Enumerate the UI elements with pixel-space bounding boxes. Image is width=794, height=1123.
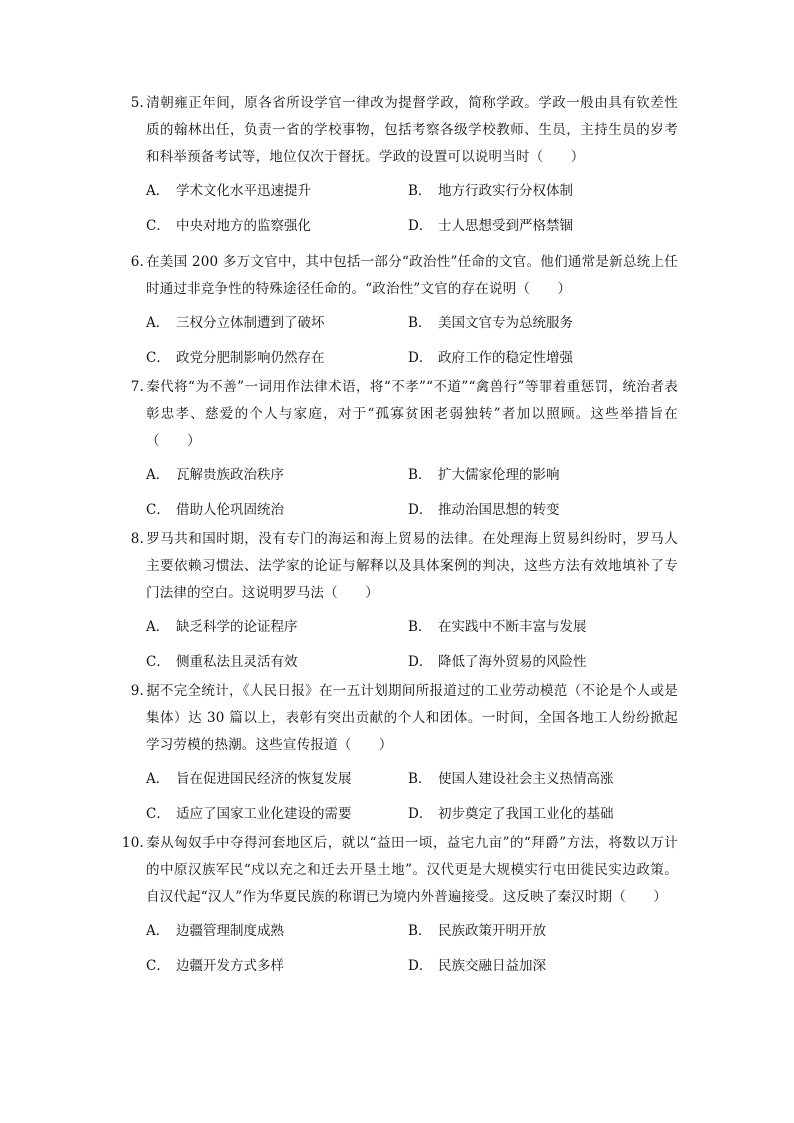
option-d[interactable] [408,213,670,240]
question-stem [118,374,678,455]
option-letter: A． [146,315,170,331]
option-text: 民族政策开明开放 [438,923,546,939]
option-text: 扩大儒家伦理的影响 [438,467,560,483]
option-letter: D． [408,350,433,366]
option-letter: A． [146,771,170,787]
option-c[interactable] [146,649,408,676]
option-text: 政党分肥制影响仍然存在 [176,350,325,366]
options-group [118,178,678,240]
option-a[interactable] [146,766,408,793]
options-group [118,310,678,372]
option-letter: C． [146,654,170,670]
option-letter: B． [408,923,432,939]
option-letter: D． [408,502,433,518]
option-text: 边疆管理制度成熟 [176,923,284,939]
option-letter: A． [146,923,170,939]
option-letter: A． [146,183,170,199]
question-number: 6. [130,254,144,270]
option-letter: B． [408,315,432,331]
option-text: 初步奠定了我国工业化的基础 [438,806,614,822]
option-a[interactable] [146,462,408,489]
option-letter: B． [408,619,432,635]
option-text: 政府工作的稳定性增强 [438,350,573,366]
option-text: 缺乏科学的论证程序 [176,619,298,635]
option-letter: A． [146,467,170,483]
option-text: 中央对地方的监察强化 [176,218,311,234]
option-d[interactable] [408,497,670,524]
option-d[interactable] [408,953,670,980]
option-text: 三权分立体制遭到了破坏 [176,315,325,331]
question-text: 在美国 200 多万文官中，其中包括一部分“政治性”任命的文官。他们通常是新总统上任时通过非竞争性的特殊途径任命的。“政治性”文官的存在说明（ ） [146,254,678,297]
question-number: 7. [130,379,144,395]
question-9 [118,678,678,828]
option-text: 侧重私法且灵活有效 [176,654,298,670]
option-text: 民族交融日益加深 [438,958,546,974]
option-text: 旨在促进国民经济的恢复发展 [176,771,352,787]
option-letter: B． [408,183,432,199]
option-text: 适应了国家工业化建设的需要 [176,806,352,822]
option-a[interactable] [146,614,408,641]
option-letter: C． [146,502,170,518]
question-number: 9. [130,683,144,699]
question-stem [118,830,678,911]
options-group [118,614,678,676]
option-d[interactable] [408,345,670,372]
option-letter: C． [146,806,170,822]
option-b[interactable] [408,462,670,489]
question-5 [118,90,678,240]
option-a[interactable] [146,178,408,205]
option-d[interactable] [408,649,670,676]
option-letter: A． [146,619,170,635]
option-text: 使国人建设社会主义热情高涨 [438,771,614,787]
option-b[interactable] [408,918,670,945]
option-text: 借助人伦巩固统治 [176,502,284,518]
question-number: 8. [130,531,144,547]
option-b[interactable] [408,614,670,641]
options-group [118,766,678,828]
option-text: 士人思想受到严格禁锢 [438,218,573,234]
option-c[interactable] [146,801,408,828]
option-text: 边疆开发方式多样 [176,958,284,974]
question-8 [118,526,678,676]
question-10 [118,830,678,980]
option-letter: D． [408,806,433,822]
option-text: 瓦解贵族政治秩序 [176,467,284,483]
option-letter: C． [146,218,170,234]
option-b[interactable] [408,766,670,793]
question-stem [118,249,678,303]
question-6 [118,249,678,372]
question-text: 秦从匈奴手中夺得河套地区后，就以“益田一顷，益宅九亩”的“拜爵”方法，将数以万计的中原汉族军民“戍以充之和迁去开垦土地”。汉代更是大规模实行屯田徙民实边政策。自汉代起“汉人”作为华夏民族的称谓已为境内外普遍接受。这反映了秦汉时期（ ） [146,835,678,905]
option-d[interactable] [408,801,670,828]
option-text: 学术文化水平迅速提升 [176,183,311,199]
option-b[interactable] [408,310,670,337]
question-text: 据不完全统计，《人民日报》在一五计划期间所报道过的工业劳动模范（不论是个人或是集体）达 30 篇以上，表彰有突出贡献的个人和团体。一时间，全国各地工人纷纷掀起学习劳模的热潮。这些宣传报道（ ） [146,683,678,753]
option-c[interactable] [146,345,408,372]
option-letter: D． [408,654,433,670]
question-text: 秦代将“为不善”一词用作法律术语，将“不孝”“不道”“禽兽行”等罪着重惩罚，统治者表彰忠孝、慈爱的个人与家庭，对于“孤寡贫困老弱独转”者加以照顾。这些举措旨在（ ） [146,379,678,449]
option-letter: D． [408,218,433,234]
option-a[interactable] [146,310,408,337]
option-letter: C． [146,350,170,366]
option-text: 美国文官专为总统服务 [438,315,573,331]
option-text: 地方行政实行分权体制 [438,183,573,199]
option-c[interactable] [146,497,408,524]
option-letter: D． [408,958,433,974]
option-text: 推动治国思想的转变 [438,502,560,518]
question-stem [118,526,678,607]
option-a[interactable] [146,918,408,945]
question-text: 清朝雍正年间，原各省所设学官一律改为提督学政，简称学政。学政一般由具有钦差性质的翰林出任，负责一省的学校事物，包括考察各级学校教师、生员，主持生员的岁考和科举预备考试等，地位仅次于督抚。学政的设置可以说明当时（ ） [146,95,678,165]
question-number: 5. [130,95,144,111]
option-letter: B． [408,467,432,483]
question-text: 罗马共和国时期，没有专门的海运和海上贸易的法律。在处理海上贸易纠纷时，罗马人主要依赖习惯法、法学家的论证与解释以及具体案例的判决，这些方法有效地填补了专门法律的空白。这说明罗马法（ ） [146,531,678,601]
options-group [118,462,678,524]
option-c[interactable] [146,213,408,240]
question-stem [118,90,678,171]
option-text: 在实践中不断丰富与发展 [438,619,587,635]
option-c[interactable] [146,953,408,980]
option-text: 降低了海外贸易的风险性 [438,654,587,670]
question-7 [118,374,678,524]
question-number: 10. [121,835,144,851]
option-b[interactable] [408,178,670,205]
option-letter: B． [408,771,432,787]
question-stem [118,678,678,759]
option-letter: C． [146,958,170,974]
options-group [118,918,678,980]
